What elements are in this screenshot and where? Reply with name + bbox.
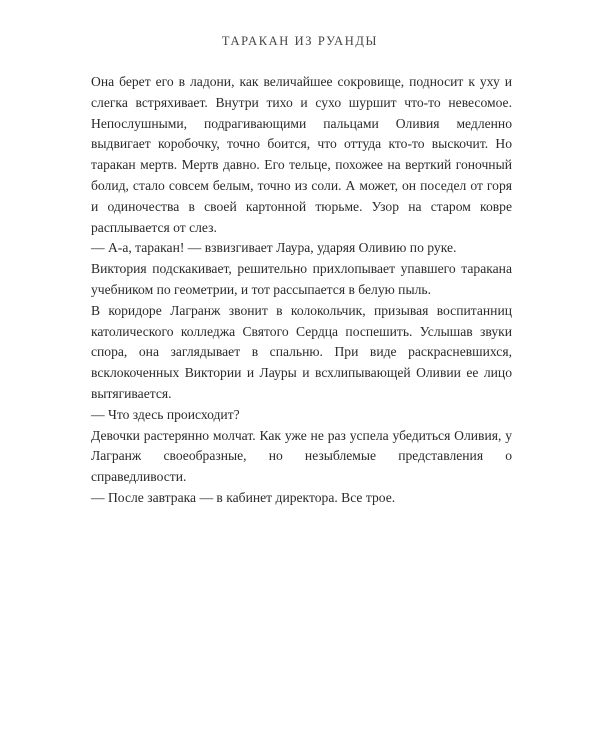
paragraph-6: Девочки растерянно молчат. Как уже не раз успела убедиться Оливия, у Лагранж своеобразные, но незыблемые представления о справедливости. [91, 427, 512, 485]
paragraph-4: В коридоре Лагранж звонит в колокольчик, призывая воспитанниц католического колледжа Святого Сердца поспешить. Услышав звуки спора, она заглядывает в спальню. При виде раскрасневшихся, всклокоченных Виктории и Лауры и всхлипывающей Оливии ее лицо вытягивается. [91, 302, 512, 401]
running-head-title: ТАРАКАН ИЗ РУАНДЫ [221, 34, 379, 48]
paragraph-7: — После завтрака — в кабинет директора. Все трое. [91, 489, 396, 505]
paragraph-2: — А-а, таракан! — взвизгивает Лаура, ударяя Оливию по руке. [91, 240, 457, 256]
paragraph-5: — Что здесь происходит? [91, 406, 240, 422]
body-text [91, 72, 512, 509]
paragraph-1: Она берет его в ладони, как величайшее сокровище, подносит к уху и слегка встряхивает. Внутри тихо и сухо шуршит что-то невесомое. Непослушными, подрагивающими пальцами Оливия медленно выдвигает коробочку, точно боится, что оттуда кто-то выскочит. Но таракан мертв. Мертв давно. Его тельце, похожее на верткий гоночный болид, стало совсем белым, точно из соли. А может, он поседел от горя и одиночества в своей картонной тюрьме. Узор на старом ковре расплывается от слез. [91, 74, 512, 235]
paragraph-3: Виктория подскакивает, решительно прихлопывает упавшего таракана учебником по геометрии, и тот рассыпается в белую пыль. [91, 261, 512, 297]
